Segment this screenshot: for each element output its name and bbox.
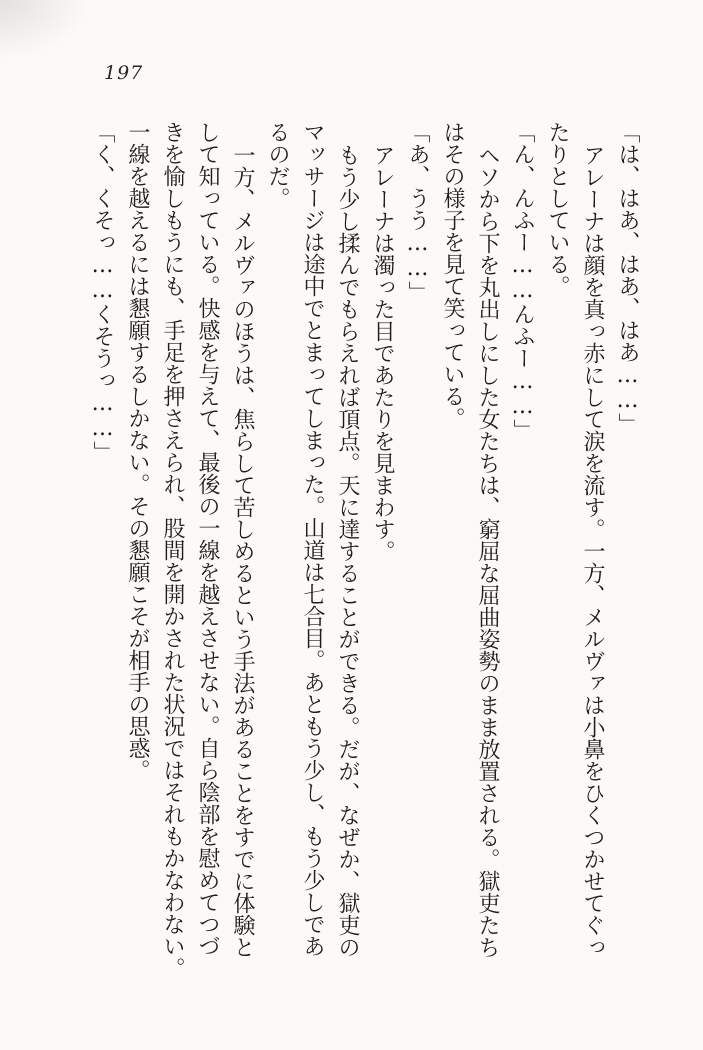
- page-number: 197: [104, 62, 144, 84]
- text-column-2: アレーナは顔を真っ赤にして涙を流す。一方、メルヴァは小鼻をひくつかせてぐっ: [580, 144, 605, 958]
- text-column-6: はその様子を見て笑っている。: [440, 121, 465, 429]
- text-column-5: ヘソから下を丸出しにした女たちは、窮屈な屈曲姿勢のまま放置される。獄吏たち: [475, 144, 500, 958]
- text-column-15: 一線を越えるには懇願するしかない。その懇願こそが相手の思惑。: [125, 121, 150, 781]
- text-column-10: マッサージは途中でとまってしまった。山道は七合目。あともう少し、もう少しであ: [300, 121, 325, 957]
- text-column-1: 「は、はあ、はあ、はあ……」: [615, 121, 640, 435]
- text-column-13: して知っている。快感を与えて、最後の一線を越えさせない。自ら陰部を慰めてつづ: [195, 121, 220, 957]
- text-column-12: 一方、メルヴァのほうは、焦らして苦しめるという手法があることをすでに体験と: [230, 144, 255, 958]
- text-column-16: 「く、くそっ……くそうっ……」: [90, 121, 115, 463]
- text-column-8: アレーナは濁った目であたりを見まわす。: [370, 144, 395, 562]
- text-column-9: もう少し揉んでもらえれば頂点。天に達することができる。だが、なぜか、獄吏の: [335, 144, 360, 958]
- text-column-4: 「ん、んふー……んふー……」: [510, 121, 535, 441]
- text-column-14: きを愉しもうにも、手足を押さえられ、股間を開かされた状況ではそれもかなわない。: [160, 121, 185, 979]
- text-column-3: たりとしている。: [545, 121, 570, 297]
- text-column-11: るのだ。: [265, 121, 290, 209]
- text-block: [85, 121, 645, 986]
- text-column-7: 「あ、うう……」: [405, 121, 430, 303]
